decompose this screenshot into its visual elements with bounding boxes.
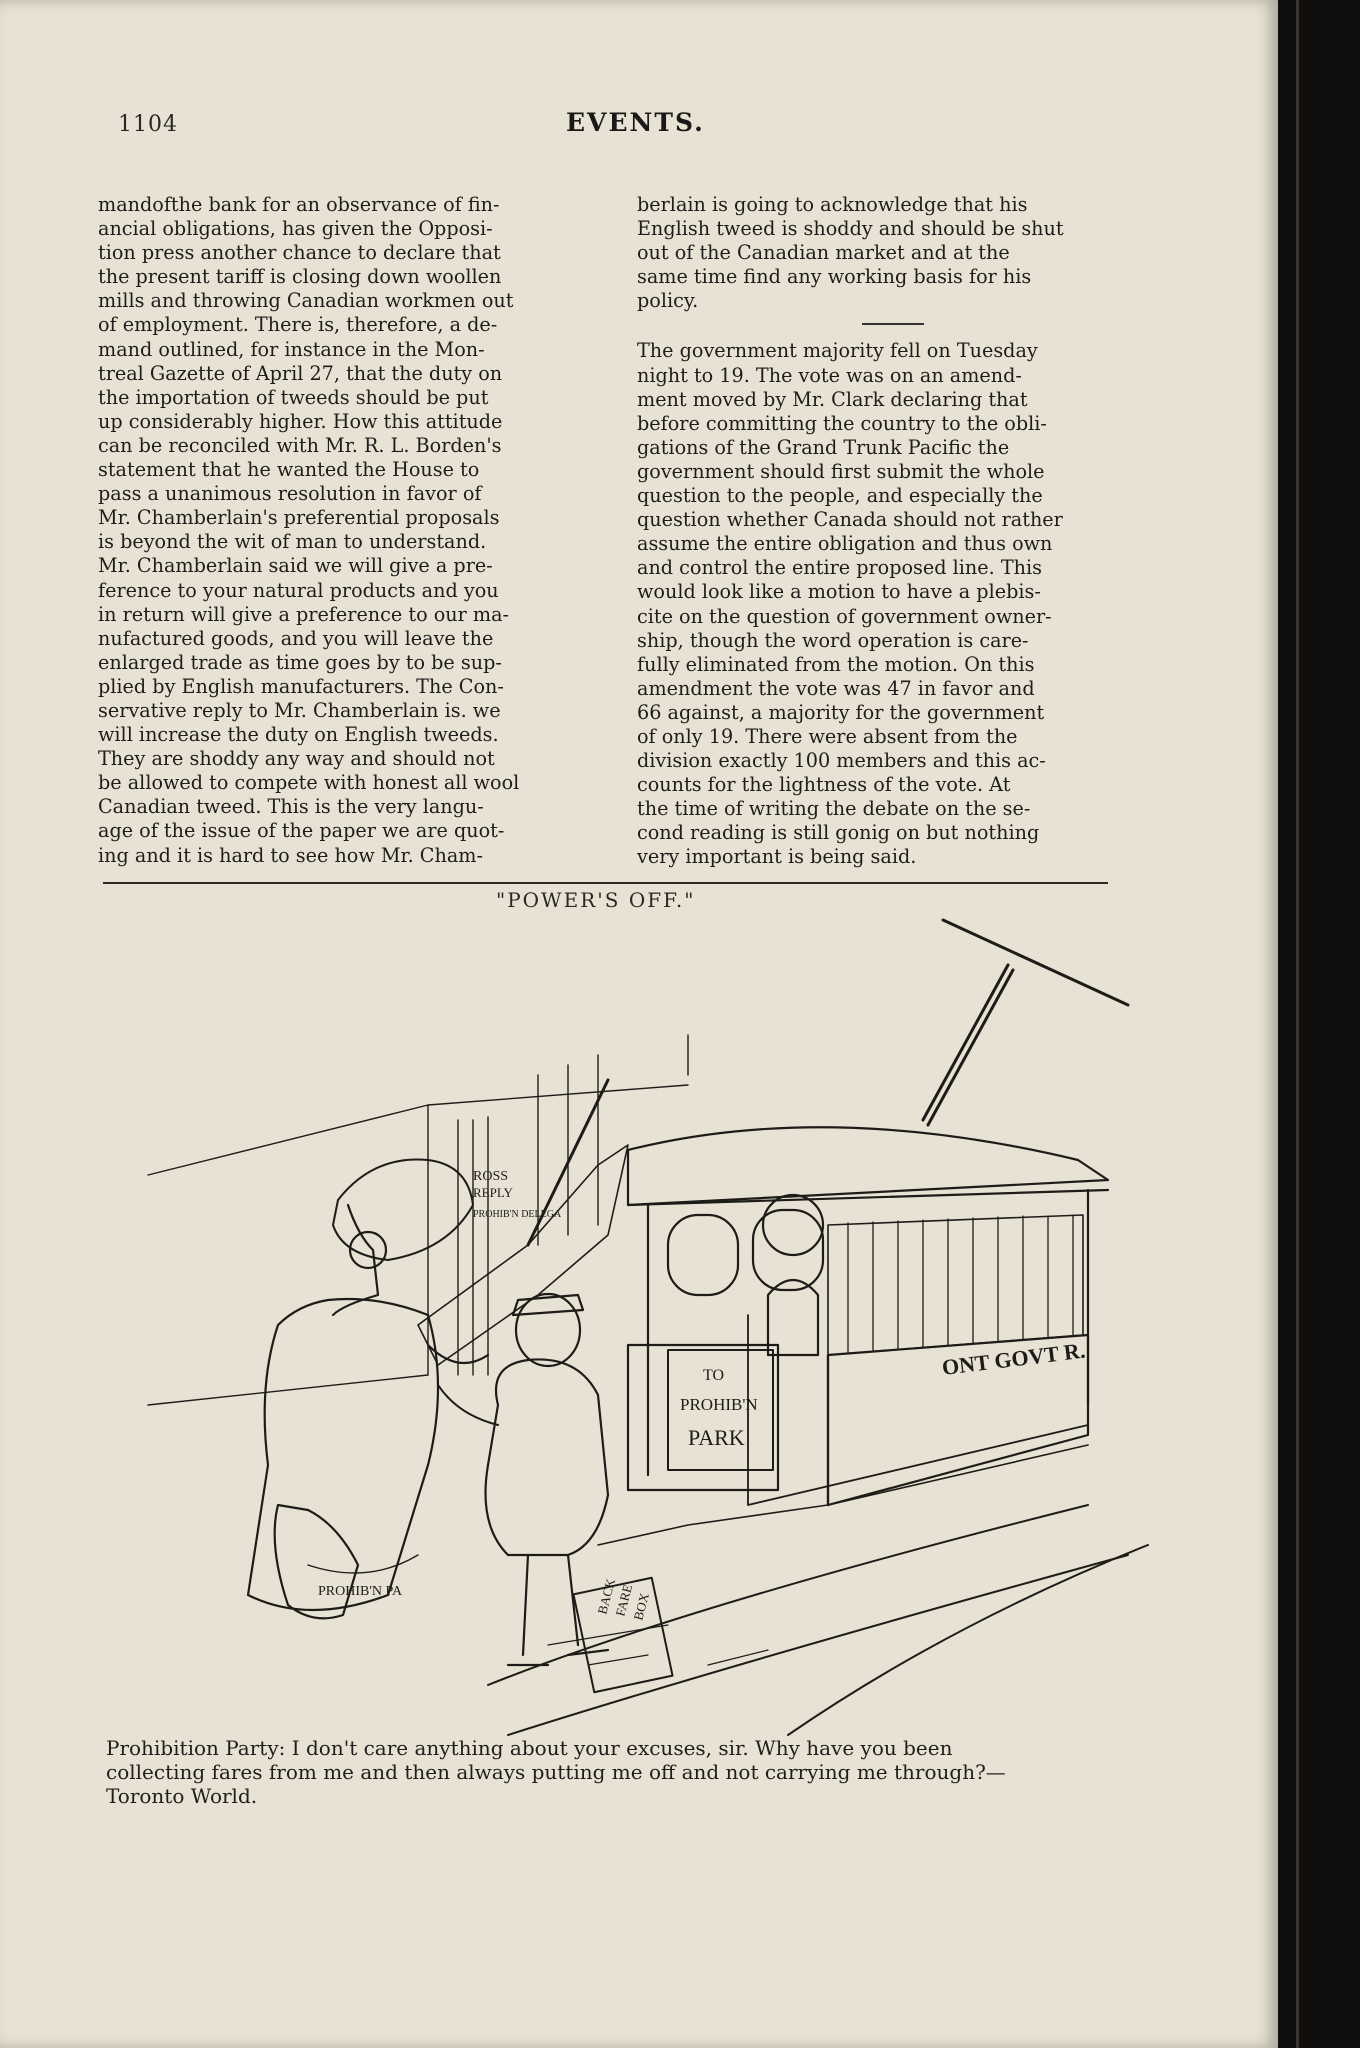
park-placard-text: TO [703, 1367, 725, 1384]
text-line: Mr. Chamberlain said we will give a pre- [98, 554, 493, 578]
cartoon-title: "POWER'S OFF." [496, 888, 696, 912]
text-line: servative reply to Mr. Chamberlain is. we [98, 698, 501, 722]
left-column-paragraph [98, 193, 600, 868]
right-column-paragraph-2 [637, 339, 1149, 869]
trolley-wire [943, 920, 1128, 1005]
text-line: cite on the question of government owner- [637, 604, 1052, 628]
text-line: enlarged trade as time goes by to be sup- [98, 650, 502, 674]
text-line: the time of writing the debate on the se- [637, 797, 1031, 821]
text-line: the present tariff is closing down woollen [98, 265, 502, 289]
text-line: same time find any working basis for his [637, 265, 1032, 289]
text-line: nufactured goods, and you will leave the [98, 626, 494, 650]
text-line: up considerably higher. How this attitude [98, 409, 503, 433]
text-line: mand outlined, for instance in the Mon- [98, 337, 485, 361]
text-line: ship, though the word operation is care- [637, 628, 1029, 652]
text-line: The government majority fell on Tuesday [637, 339, 1038, 363]
text-line: in return will give a preference to our ma- [98, 602, 510, 626]
text-line: will increase the duty on English tweeds. [98, 723, 499, 747]
text-line: Canadian tweed. This is the very langu- [98, 795, 484, 819]
text-line: berlain is going to acknowledge that his [637, 193, 1028, 216]
text-line: very important is being said. [637, 845, 917, 869]
caption-line: Toronto World. [106, 1784, 258, 1808]
text-line: cond reading is still gonig on but nothing [637, 821, 1040, 845]
text-line: government should first submit the whole [637, 459, 1045, 483]
text-line: pass a unanimous resolution in favor of [98, 482, 482, 506]
conductor-figure [438, 1294, 608, 1665]
caption-line: collecting fares from me and then always putting me off and not carrying me through?— [106, 1760, 1006, 1784]
caption-line: Prohibition Party: I don't care anything about your excuses, sir. Why have you been [106, 1736, 953, 1760]
text-line: amendment the vote was 47 in favor and [637, 676, 1035, 700]
fare-box-lettering: BOX [630, 1591, 653, 1622]
text-line: treal Gazette of April 27, that the duty on [98, 361, 503, 385]
text-line: before committing the country to the obli- [637, 411, 1047, 435]
editorial-cartoon [128, 905, 1168, 1765]
ross-reply-sign: ROSS [473, 1169, 509, 1184]
text-line: would look like a motion to have a plebis- [637, 580, 1041, 604]
text-line: can be reconciled with Mr. R. L. Borden's [98, 433, 502, 457]
text-line: age of the issue of the paper we are quot- [98, 819, 505, 843]
horizontal-divider [103, 882, 1108, 884]
ross-reply-sign: PROHIB'N DELEGA [473, 1209, 562, 1220]
text-line: the importation of tweeds should be put [98, 385, 489, 409]
trolley-pole [923, 965, 1013, 1125]
ross-reply-sign: REPLY [473, 1185, 513, 1200]
text-line: fully eliminated from the motion. On this [637, 652, 1035, 676]
text-line: policy. [637, 289, 699, 313]
text-line: night to 19. The vote was on an amend- [637, 363, 1022, 387]
street-rails [488, 1505, 1148, 1735]
text-line: ing and it is hard to see how Mr. Cham- [98, 843, 483, 867]
park-placard-text: PARK [688, 1425, 745, 1450]
text-line: 66 against, a majority for the government [637, 700, 1045, 724]
text-line: ference to your natural products and you [98, 578, 499, 602]
fare-box-lettering: FARE [612, 1582, 636, 1618]
text-line: Mr. Chamberlain's preferential proposals [98, 506, 500, 530]
text-line: They are shoddy any way and should not [98, 747, 495, 771]
text-line: and control the entire proposed line. This [637, 556, 1042, 580]
text-line: ment moved by Mr. Clark declaring that [637, 387, 1028, 411]
text-line: division exactly 100 members and this ac- [637, 749, 1046, 773]
park-placard-text: PROHIB'N [680, 1395, 758, 1414]
text-line: of employment. There is, therefore, a de- [98, 313, 498, 337]
right-column [637, 193, 1149, 870]
text-line: question to the people, and especially the [637, 484, 1043, 508]
text-line: is beyond the wit of man to understand. [98, 530, 487, 554]
text-line: ancial obligations, has given the Opposi- [98, 217, 493, 241]
right-column-paragraph-1 [637, 193, 1149, 313]
text-line: counts for the lightness of the vote. At [637, 773, 1011, 797]
streetcar [598, 1127, 1108, 1545]
text-line: assume the entire obligation and thus own [637, 532, 1053, 556]
section-rule [862, 323, 924, 325]
running-head: EVENTS. [566, 108, 705, 137]
text-line: gations of the Grand Trunk Pacific the [637, 435, 1010, 459]
skirt-lettering: PROHIB'N PA [318, 1584, 403, 1599]
text-line: tion press another chance to declare that [98, 241, 501, 265]
text-line: statement that he wanted the House to [98, 458, 480, 482]
text-line: question whether Canada should not rather [637, 508, 1063, 532]
scan-margin [1278, 0, 1360, 2048]
text-line: English tweed is shoddy and should be shut [637, 217, 1064, 241]
fare-box-lettering: BACK [594, 1577, 619, 1616]
text-line: mills and throwing Canadian workmen out [98, 289, 514, 313]
left-column [98, 193, 600, 868]
text-line: out of the Canadian market and at the [637, 241, 1010, 265]
cartoon-caption [106, 1736, 1168, 1808]
background-buildings [148, 1035, 688, 1405]
text-line: plied by English manufacturers. The Con- [98, 674, 504, 698]
text-line: mandofthe bank for an observance of fin- [98, 193, 500, 216]
text-line: of only 19. There were absent from the [637, 724, 1018, 748]
page-number: 1104 [118, 112, 178, 137]
text-line: be allowed to compete with honest all wool [98, 771, 520, 795]
streetcar-lettering: ONT GOVT R. [940, 1337, 1087, 1380]
prohibition-woman-figure [248, 1080, 628, 1618]
